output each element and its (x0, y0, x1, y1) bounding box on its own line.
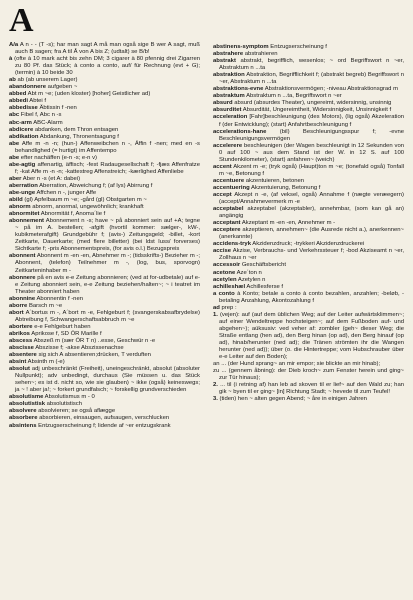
entry-definition: Aberration, Abweichung f; (af lys) Abirrung f (37, 182, 153, 189)
dictionary-entry (9, 77, 200, 84)
entry-headword: 3. (213, 396, 218, 403)
dictionary-entry (213, 248, 404, 262)
entry-headword: abbedisse (9, 105, 38, 112)
entry-definition: Entzugserscheinung f (268, 44, 327, 50)
dictionary-entry (9, 345, 200, 352)
dictionary-entry (213, 72, 404, 86)
dictionary-entry (9, 155, 200, 162)
entry-headword: abe-unge (9, 189, 36, 196)
entry-headword: abandonnere (9, 84, 46, 91)
entry-headword: accidens-tryk (213, 241, 251, 248)
entry-definition: A n - - (T -s); har man sagt A må man også sige B wer A sagt, muß auch B sagen; fra A til Å von A bis Z; (udtalt) se B/b! (15, 42, 200, 56)
entry-headword: abe (9, 154, 20, 161)
dictionary-entry (9, 408, 200, 415)
entry-headword: abstraktions-evne (213, 86, 264, 93)
entry-definition: zu ... (gennem åbning): der Dieb kroch~ zum Fenster herein und ging~ zur Tür hinaus); (213, 368, 404, 382)
entry-headword: accise (213, 248, 232, 255)
entry-headword: abdikation (9, 133, 39, 140)
entry-headword: aber (9, 175, 22, 182)
dictionary-entry (213, 227, 404, 241)
entry-headword: abnormitet (9, 211, 40, 218)
entry-definition: Absinth m (-e) (26, 359, 65, 366)
entry-headword: absint (9, 359, 27, 366)
dictionary-entry (9, 197, 200, 204)
dictionary-entry (213, 277, 404, 284)
entry-definition: Azetylen n (236, 276, 266, 283)
entry-headword: ad (213, 304, 220, 311)
dictionary-entry (9, 105, 200, 112)
dictionary-entry (9, 303, 200, 310)
entry-definition: ... til (i retning af) han leb ad skoven til er lief~ auf den Wald zu; han gik ~ byen til er ging~ [in] Richtung Stadt; ~ hevede til zum Teufel! (217, 382, 404, 396)
dictionary-entry (213, 143, 404, 164)
dictionary-entry (9, 134, 200, 141)
entry-definition: Aze´ton n (235, 269, 262, 276)
entry-headword: abonnement (9, 218, 45, 225)
entry-definition: Abstraktionsvermögen; -niveau Abstraktionsgrad m (263, 86, 398, 93)
entry-definition: Achillesferse f (245, 283, 284, 290)
entry-definition: affenartig, äffisch; -fest Radaugesellschaft f; -fjæs Affenfratze f; -kat Affe m -n -n; -kattestreg Affenstreich; -kærlighed Affenliebe (15, 161, 200, 175)
entry-definition: Abszisse f; -akse Abszissenachse (33, 345, 124, 352)
entry-definition: abdanken, dem Thron entsagen (33, 126, 119, 133)
left-column (9, 42, 200, 430)
dictionary-entry (213, 270, 404, 277)
dictionary-entry (213, 382, 404, 396)
dictionary-entry (213, 241, 404, 248)
entry-headword: accelerations-hane (213, 128, 267, 135)
entry-definition: Abnormität f, Anoma´lie f (39, 211, 106, 218)
dictionary-entry (213, 178, 404, 185)
entry-definition: Abszeß m (sær ÖR T n) ..esse, Geschwür n -e (32, 337, 156, 344)
entry-definition: på en avis e-e Zeitung abonnieren; (ved at for-udbetale) auf e-e Zeitung abonniert sein, e-e Zeitung beziehen/halten~; ~ i teatret im Theater abonniert haben (15, 274, 200, 295)
dictionary-entry (9, 415, 200, 422)
entry-definition: Akzise, Verbrauchs- und Verkehrssteuer f; -bod Akziseamt n ~er, Zollhaus n ~er (219, 248, 404, 262)
entry-definition: ABC-Alarm (31, 119, 63, 126)
entry-definition: (bil) Beschleunigungsspur f; -evne Beschleunigungsvermögen (219, 128, 404, 142)
entry-definition: abstrakt, begrifflich, wesenlos; ~ ord Begriffswort n ~er, Abstraktum n ...ta (219, 58, 404, 72)
dictionary-entry (213, 185, 404, 192)
entry-headword: abe-agtig (9, 161, 36, 168)
entry-definition: Akzentuierung, Betonung f (249, 184, 321, 191)
dictionary-entry (9, 183, 200, 190)
entry-definition: abnorm, anormal, ungewöhnlich; krankhaft (30, 204, 144, 211)
entry-headword: achilleshæl (213, 283, 246, 290)
entry-definition: Akzidenzdruck; -trykkeri Akzidenzdruckerei (250, 241, 365, 248)
dictionary-entry (9, 91, 200, 98)
entry-headword: absolutisme (9, 394, 44, 401)
entry-definition: Abtei f (27, 98, 46, 105)
entry-definition: adj unbeschränkt (Freiheit), uneingeschränkt, absolut (absoluter Nullpunkt); adv unbedingt, durchaus (Sie müssen u. das Stück sehen~; es ist d. nicht so, wie sie glauben) ~ ikke (også) keineswegs; ja ~ ! aber ja!; ~ forkert grundfalsch; ~ forskellig grundverschieden (15, 366, 200, 394)
entry-headword: absorbere (9, 415, 38, 422)
entry-headword: abc (9, 112, 20, 119)
entry-definition: Barsch m ~e (27, 302, 63, 309)
entry-headword: aborre (9, 302, 28, 309)
entry-headword: abnorm (9, 204, 31, 211)
entry-definition: Affe m -n -n; (hun-) Affenweibchen n -, Äffin f -nen; med en -s behandlighed (= hurtigt) im Affentempo (15, 140, 200, 154)
entry-headword: absolvere (9, 408, 37, 415)
entry-headword: abrikos (9, 330, 30, 337)
dictionary-entry (9, 359, 200, 366)
entry-definition: akzeptabel (akzeptabler), annehmbar, (som kan gå an) angängig (219, 206, 404, 220)
entry-headword: aberration (9, 182, 38, 189)
entry-headword: ab (9, 77, 16, 84)
dictionary-entry (9, 331, 200, 338)
entry-definition: (vejen): auf (auf dem üblichen Weg; auf der Leiter aufwärtsklimmen~; auf einer Wendeltreppe hochsteigen~; auf dem Fußboden auf- und abgehen~); aüksusiv: ved veher af: zombler (geh~ dieser Weg; die Straße entlang (hen ad), den Berg hinan (op ad), den Berg hinauf (op ad), hinab/herunter (ned ad); die Tränen strömten ihr die Wangen herunter (ned ad)); über (o. die Hintertreppe; vom Hubschrauber über e-e Leiter auf den Boden); (217, 311, 404, 361)
entry-definition: Akzent m -e; (tryk også) (Haupt)ton m ~e; (tonefald også) Tonfall m ~e, Betonung f (219, 163, 404, 177)
entry-definition: Absurdität, Ungereimtheit, Widersinnigkeit, Unsinnigkeit f (241, 107, 392, 114)
entry-headword: 2. (213, 382, 218, 389)
dictionary-entry (213, 93, 404, 100)
entry-definition: e-e Fehlgeburt haben (32, 323, 91, 330)
entry-definition: Abdankung, Thronentsagung f (38, 133, 119, 140)
entry-definition: Abonnent m -en -en, Abnehmer m -; (tidsskrifts-) Bezieher m -; Abonnent, (telefon) Teilnehmer m -, (log, bus, sporvogn) Zeitkarteninhaber m - (15, 253, 200, 274)
dictionary-entry (213, 51, 404, 58)
entry-definition: Aber n -s (et A: dabei) (21, 175, 81, 182)
dictionary-entry (9, 190, 200, 197)
entry-headword: abc-arm (9, 119, 32, 126)
entry-headword: abstraktion (213, 72, 245, 79)
dictionary-entry (9, 324, 200, 331)
entry-definition: prep : (219, 304, 237, 311)
entry-headword: absurditet (213, 107, 242, 114)
dictionary-entry (9, 42, 200, 56)
entry-definition: (ofte à 10 mark acht bis zehn DM; 3 cigarer à 80 pfennig drei Zigarren zu 80 Pf. das Stück; à conto a conto, auf/ für Rechnung (evt + G); (termin) à 10 beide 30 (12, 56, 200, 77)
dictionary-entry (9, 394, 200, 401)
dictionary-entry (9, 56, 200, 77)
dictionary-entry (9, 162, 200, 176)
entry-definition: abstrahieren (243, 51, 278, 58)
dictionary-entry (9, 366, 200, 394)
dictionary-entry (213, 86, 404, 93)
entry-headword: accentuering (213, 184, 250, 191)
entry-definition: Absolutismus m - 0 (43, 394, 95, 401)
entry-headword: abstinens-symptom (213, 44, 269, 50)
entry-definition: akzentuieren, betonen (244, 177, 305, 184)
dictionary-entry (9, 84, 200, 91)
entry-headword: acceptere (213, 227, 241, 234)
dictionary-entry (213, 114, 404, 128)
entry-definition: ab (ab unserem Lager) (15, 77, 78, 84)
entry-definition: à Konto; betale a conto à conto bezahlen, anzahlen; -beløb, -betaling Anzahlung, Akontozahlung f (219, 290, 405, 304)
entry-definition: Geschäftsbericht (240, 262, 287, 269)
entry-headword: accentuere (213, 177, 245, 184)
entry-definition: Äbtissin f -nen (37, 105, 77, 112)
dictionary-entry (213, 262, 404, 269)
entry-headword: abonnine (9, 295, 36, 302)
dictionary-entry (9, 310, 200, 324)
entry-headword: abbed (9, 91, 27, 98)
entry-headword: acetone (213, 269, 236, 276)
entry-headword: abonnere (9, 274, 36, 281)
entry-headword: abild (9, 197, 23, 204)
dictionary-entry (9, 253, 200, 274)
entry-definition: (gl) Apfelbaum m ~e; -gård (gl) Obstgarten m ~ (22, 197, 147, 204)
dictionary-entry (9, 352, 200, 359)
entry-definition: absolutistisch (45, 401, 83, 408)
entry-headword: absentere (9, 352, 37, 359)
dictionary-entry (213, 312, 404, 361)
entry-definition: Akzept n -e, (af veksel, også) Annahme f (nægte veræegern) (accept/Annahmevermerk m -e (219, 191, 404, 206)
dictionary-entry (213, 58, 404, 72)
entry-definition: beschleunigen (der Wagen beschleunigt in 12 Sekunden von 0 auf 100 ~ aus dem Stand ist der W. in 12 S. auf 100 Stundenkilometer), (start) anfahren~ (weich) (219, 142, 404, 163)
entry-headword: abort (9, 309, 24, 316)
dictionary-entry (9, 120, 200, 127)
entry-headword: 1. (213, 311, 218, 318)
right-column (213, 44, 404, 403)
section-letter: A (9, 2, 34, 39)
entry-definition: Fibel f, Abc n -s (19, 112, 62, 119)
entry-headword: absolut (9, 366, 30, 373)
entry-definition: absolvieren; se også aflægge (36, 408, 116, 415)
entry-definition: akzeptieren, annehmen~ (die Ausrede nicht a.), anerkennen~ (anerkannte) (219, 227, 404, 241)
dictionary-entry (9, 275, 200, 296)
entry-headword: abortere (9, 323, 33, 330)
entry-headword: acceptant (213, 220, 241, 227)
dictionary-entry (9, 423, 200, 430)
entry-headword: a conto (213, 290, 235, 297)
entry-definition: aufgeben ~ (46, 84, 78, 91)
dictionary-entry (213, 368, 404, 382)
entry-definition: (tiden) hen ~ alten gegen Abend; ~ åre in einigen Jahren (217, 396, 367, 403)
entry-headword: absintens (9, 422, 37, 429)
dictionary-entry (9, 338, 200, 345)
dictionary-entry (213, 284, 404, 291)
entry-definition: Abt m ~e; (uden kloster) [hoher] Geistlicher ad) (26, 91, 151, 98)
entry-definition: Abonnement n -s; have ~ på abonniert sein auf +A; tegne ~ på im A. bestellen; -afgift (hvortil kommer: sælger-, kW-, kubikmeterafgift) Grundgebühr f; (avis-) Zeitungsgeld; -billet, -kort Zeitkarte, Dauerkarte; (med flere billetter) (bei ldst Iuss/ forverses) Sichtkarte f; -pris Abonnementspreis, (for avis o.l.) Bezugspreis (15, 218, 200, 253)
entry-headword: absurd (213, 100, 233, 107)
entry-headword: acceptabel (213, 206, 244, 213)
dictionary-entry (9, 141, 200, 155)
dictionary-entry (213, 206, 404, 220)
entry-headword: abbedi (9, 98, 28, 105)
dictionary-entry (9, 204, 200, 211)
dictionary-entry (213, 396, 404, 403)
dictionary-entry (213, 100, 404, 107)
entry-definition: Aprikose f, SD ÖR Marille f (29, 330, 102, 337)
entry-headword: A/a (9, 42, 19, 48)
dictionary-entry (213, 220, 404, 227)
entry-definition: sig sich A absentieren;drücken, T verduften (36, 352, 151, 359)
entry-definition: Affchen n -, junger Affe (35, 189, 97, 196)
dictionary-entry (213, 44, 404, 51)
entry-headword: acceleration (213, 114, 248, 121)
dictionary-entry (213, 291, 404, 305)
dictionary-entry (9, 218, 200, 253)
dictionary-entry (213, 164, 404, 178)
entry-definition: Akzeptant m -en -en, Annehmer m - (240, 220, 336, 227)
entry-definition: an ... (der Hund sprang~ an mir empor; sie blickte an mir hinab); (213, 361, 381, 368)
entry-headword: accent (213, 163, 232, 170)
entry-headword: à (9, 56, 13, 63)
entry-definition: absurd (absurdes Theater), ungereimt, widersinnig, unsinnig (232, 100, 392, 107)
entry-headword: abe (9, 140, 20, 147)
dictionary-entry (213, 305, 404, 312)
dictionary-entry (9, 296, 200, 303)
entry-definition: Abstraktion, Begrifflichkeit f; (abstrakt begreb) Begriffswort n ~er, Abstraktum n ...ta (219, 72, 404, 86)
entry-definition: efter nachäffen (e-n -s; e-n v) (19, 154, 97, 161)
dictionary-entry (213, 192, 404, 206)
dictionary-entry (9, 112, 200, 119)
dictionary-entry (9, 127, 200, 134)
entry-headword: accept (213, 191, 232, 198)
entry-definition: Entzugserscheinung f; lidende af ~er entzugskrank (36, 422, 171, 429)
entry-definition: absorbieren, einsaugen, aufsaugen, verschlucken (37, 415, 170, 422)
entry-headword: abstraktum (213, 93, 245, 100)
entry-headword: accelerere (213, 142, 243, 149)
entry-headword: abstrahere (213, 51, 244, 58)
entry-headword: abonnent (9, 253, 36, 260)
entry-headword: acetylen (213, 276, 237, 283)
entry-definition: Abstraktum n ...ta, Begriffswort n ~er (244, 93, 342, 100)
entry-headword: abscisse (9, 345, 34, 352)
entry-headword: accessoir (213, 262, 241, 269)
dictionary-entry (213, 129, 404, 143)
entry-headword: abdicere (9, 126, 34, 133)
entry-headword: abstrakt (213, 58, 236, 65)
entry-definition: Abonnentin f -nen (35, 295, 84, 302)
dictionary-entry (9, 176, 200, 183)
entry-definition: A´bortus m -, A´bort m -e, Fehlgeburt f; (svangerskabsafbrydelse) Abtreibung f, Schwangerschaftsabbruch m ~e (15, 309, 200, 323)
entry-headword: absolutistisk (9, 401, 46, 408)
entry-definition: [Fahr]beschleunigung (des Motors), (lig også) Akzeleration f (der Entwicklung); (start) Anfahrtbeschleunigung f (219, 114, 404, 128)
entry-headword: abscess (9, 337, 33, 344)
